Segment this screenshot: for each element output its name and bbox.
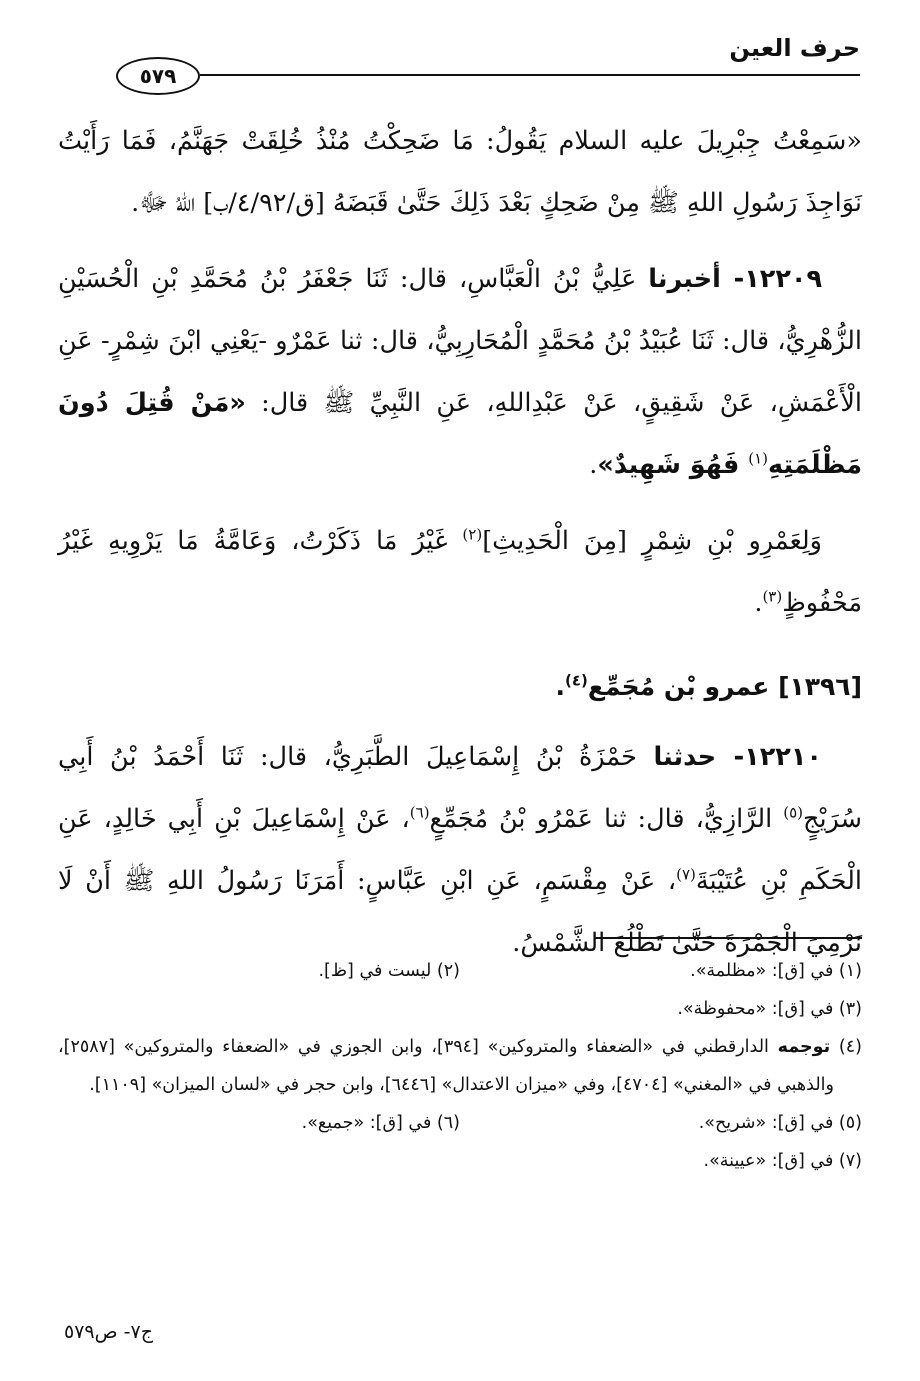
main-text [58, 110, 862, 974]
narration-verb: حدثنا [653, 742, 717, 772]
isnad-text: عَلِيُّ بْنُ الْعَبَّاسِ، قال: ثَنَا جَعْفَرُ بْنُ مُحَمَّدِ بْنِ الْحُسَيْنِ الزُّهْرِيُّ، قال: ثَنَا عُبَيْدُ بْنُ مُحَمَّدٍ الْمُحَارِبِيُّ، قال: ثنا عَمْرٌو -يَعْنِي ابْنَ شِمْرٍ- عَنِ الْأَعْمَشِ، عَنْ شَقِيقٍ، عَنْ عَبْدِاللهِ، عَنِ النَّبِيِّ ﷺ قال: [58, 264, 862, 418]
footnote-separator [594, 937, 862, 939]
footnote-label: (٤) [830, 1037, 862, 1057]
matn-text: ، عَنْ مِقْسَمٍ، عَنِ ابْنِ عَبَّاسٍ: أَمَرَنَا رَسُولُ اللهِ ﷺ أَنْ لَا نَرْمِيَ الْجَمْرَةَ حَتَّىٰ تَطْلُعَ الشَّمْسُ. [58, 866, 862, 958]
footnote-5: (٥) في [ق]: «شريح». [698, 1113, 862, 1133]
narrator-heading: [١٣٩٦] عمرو بْن مُجَمِّع [587, 672, 862, 701]
footnote-ref[interactable]: (١) [748, 449, 768, 468]
continuation-line-1: «سَمِعْتُ جِبْرِيلَ عليه السلام يَقُولُ: مَا ضَحِكْتُ مُنْذُ خُلِقَتْ جَهَنَّمُ، فَمَا رَأَيْتُ نَوَاجِذَ [58, 126, 862, 218]
commentary-text-1: وَلِعَمْرِو بْنِ شِمْرٍ [مِنَ الْحَدِيثِ] [482, 526, 822, 556]
footnote-ref[interactable]: (٧) [676, 865, 696, 884]
isnad-text-3: ، عَنْ إِسْمَاعِيلَ بْنِ أَبِي خَالِدٍ، عَنِ الْحَكَمِ بْنِ عُتَيْبَةَ [58, 804, 862, 896]
hadith-number: ١٢٢٠٩- [720, 264, 823, 294]
sentence-end: . [589, 450, 598, 480]
footnote-keyword: توجمه [777, 1037, 831, 1057]
section-heading [58, 656, 862, 718]
footnote-1: (١) في [ق]: «مظلمة». [690, 961, 862, 981]
hadith-number: ١٢٢١٠- [716, 742, 822, 772]
page-header [60, 30, 860, 90]
footnote-ref[interactable]: (٥) [783, 803, 803, 822]
footnote-6: (٦) في [ق]: «جميع». [301, 1113, 460, 1133]
matn-text: «مَنْ قُتِلَ دُونَ مَظْلَمَتِهِ [58, 388, 862, 480]
continuation-line-2: رَسُولِ اللهِ ﷺ مِنْ ضَحِكٍ بَعْدَ ذَلِكَ حَتَّىٰ قَبَضَهُ [ق/٤/٩٢/ب] اللهُ ﷻ. [131, 188, 798, 218]
matn-text-end: فَهُوَ شَهِيدٌ» [597, 450, 749, 480]
footnote-7: (٧) في [ق]: «عيينة». [703, 1151, 862, 1171]
commentary-text-3: . [754, 588, 763, 618]
header-rule [200, 74, 860, 76]
footnote-2: (٢) ليست في [ظ]. [318, 961, 460, 981]
isnad-text-2: الرَّازِيُّ، قال: ثنا عَمْرُو بْنُ مُجَمِّعٍ [429, 804, 784, 834]
footnote-ref[interactable]: (٤) [564, 671, 588, 690]
footnote-row [58, 1104, 862, 1142]
volume-page-reference: ج٧- ص٥٧٩ [64, 1321, 153, 1343]
commentary-paragraph [58, 510, 862, 634]
footnote-text: الدارقطني في «الضعفاء والمتروكين» [٣٩٤]، وابن الجوزي في «الضعفاء والمتروكين» [٢٥٨٧]، والذهبي في «المغني» [٤٧٠٤]، وفي «ميزان الاعتدال» [٦٤٤٦]، وابن حجر في «لسان الميزان» [١١٠٩]. [58, 1037, 834, 1095]
hadith-12209 [58, 248, 862, 496]
heading-end: . [555, 672, 565, 701]
footnote-ref[interactable]: (٦) [409, 803, 430, 822]
chapter-title: حرف العين [729, 34, 860, 62]
footnote-3: (٣) في [ق]: «محفوظة». [677, 999, 862, 1019]
hadith-continuation [58, 110, 862, 234]
footnote-ref[interactable]: (٢) [462, 525, 483, 544]
page-number-badge: ٥٧٩ [116, 57, 200, 95]
narration-verb: أخبرنا [648, 264, 721, 294]
commentary-text-2: غَيْرُ مَا ذَكَرْتُ، وَعَامَّةُ مَا يَرْوِيهِ غَيْرُ مَحْفُوظٍ [58, 526, 862, 618]
isnad-text-1: حَمْزَةُ بْنُ إِسْمَاعِيلَ الطَّبَرِيُّ، قال: ثَنَا أَحْمَدُ بْنُ أَبِي سُرَيْجٍ [58, 742, 862, 834]
footnotes [58, 952, 862, 1180]
footnote-ref[interactable]: (٣) [762, 587, 783, 606]
footnote-row [58, 952, 862, 990]
footnote-4 [58, 1028, 862, 1104]
footnote-row [58, 1142, 862, 1180]
footnote-row [58, 990, 862, 1028]
